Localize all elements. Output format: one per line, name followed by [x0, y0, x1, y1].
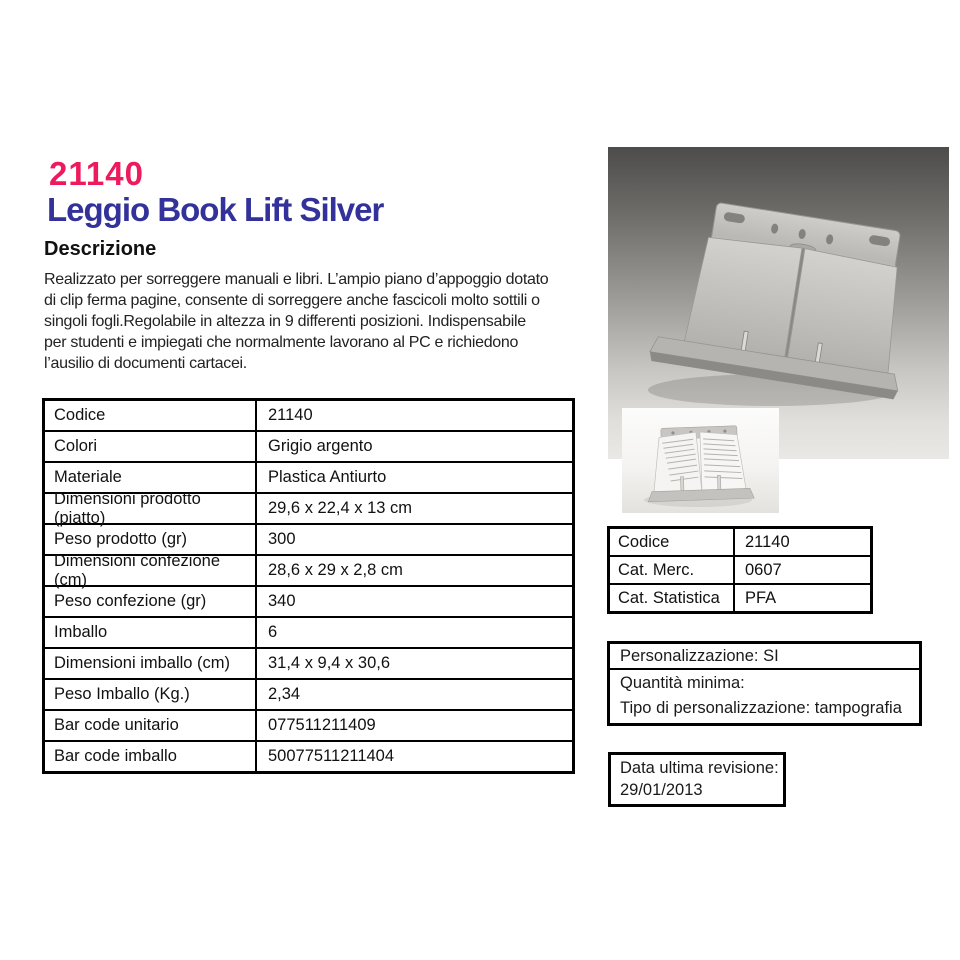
description-line: l’ausilio di documenti cartacei.: [44, 355, 247, 372]
description-line: per studenti e impiegati che normalmente lavorano al PC e richiedono: [44, 334, 519, 351]
personalization-box: [607, 641, 922, 726]
spec-value: 300: [268, 530, 296, 548]
category-value: PFA: [745, 588, 777, 607]
table-row: [45, 678, 572, 709]
table-row: [45, 430, 572, 461]
table-row: [45, 523, 572, 554]
book-stand-with-book-illustration: [622, 408, 779, 513]
spec-label: Materiale: [45, 463, 257, 492]
table-row: [45, 585, 572, 616]
table-row: [45, 709, 572, 740]
category-label: Codice: [610, 529, 735, 555]
personalization-type: Tipo di personalizzazione: tampografia: [620, 699, 902, 717]
category-table: [607, 526, 873, 614]
table-row: [45, 401, 572, 430]
description-line: Realizzato per sorreggere manuali e libri. L’ampio piano d’appoggio dotato: [44, 271, 549, 288]
spec-value: Plastica Antiurto: [268, 468, 387, 486]
product-photo-small: [622, 408, 779, 513]
spec-value: 2,34: [268, 685, 301, 703]
personalization-flag: Personalizzazione: SI: [610, 644, 919, 670]
table-row: [45, 551, 572, 589]
category-value: 0607: [745, 560, 782, 579]
table-row: [45, 647, 572, 678]
spec-value: 28,6 x 29 x 2,8 cm: [268, 561, 403, 579]
product-name-title: Leggio Book Lift Silver: [47, 191, 384, 228]
table-row: [45, 461, 572, 492]
table-row: [45, 489, 572, 527]
table-row: [45, 740, 572, 771]
spec-value: 6: [268, 623, 278, 641]
spec-label: Bar code unitario: [45, 711, 257, 740]
category-label: Cat. Merc.: [610, 557, 735, 583]
description-line: di clip ferma pagine, consente di sorreggere anche fascicoli molto sottili o: [44, 292, 540, 309]
description-heading: Descrizione: [44, 238, 157, 260]
spec-label: Codice: [45, 401, 257, 430]
revision-date: 29/01/2013: [620, 780, 703, 799]
spec-label: Dimensioni prodotto (piatto): [45, 494, 257, 523]
description-line: singoli fogli.Regolabile in altezza in 9 differenti posizioni. Indispensabile: [44, 313, 526, 330]
minimum-quantity: Quantità minima:: [620, 674, 745, 692]
table-row: [610, 555, 870, 583]
product-code-title: 21140: [49, 155, 144, 192]
table-row: [45, 616, 572, 647]
category-label: Cat. Statistica: [610, 585, 735, 611]
spec-label: Bar code imballo: [45, 742, 257, 771]
spec-value: 340: [268, 592, 296, 610]
revision-box: [608, 752, 786, 807]
revision-label: Data ultima revisione:: [620, 758, 779, 777]
spec-label: Peso prodotto (gr): [45, 525, 257, 554]
spec-value: Grigio argento: [268, 437, 373, 455]
spec-label: Dimensioni confezione (cm): [45, 556, 257, 585]
category-value: 21140: [745, 532, 790, 551]
spec-label: Colori: [45, 432, 257, 461]
spec-label: Peso Imballo (Kg.): [45, 680, 257, 709]
spec-value: 31,4 x 9,4 x 30,6: [268, 654, 391, 672]
personalization-details: [610, 670, 919, 723]
spec-label: Peso confezione (gr): [45, 587, 257, 616]
spec-label: Dimensioni imballo (cm): [45, 649, 257, 678]
table-row: [610, 583, 870, 611]
spec-value: 077511211409: [268, 716, 376, 734]
spec-table: [42, 398, 575, 774]
spec-value: 21140: [268, 406, 313, 424]
spec-value: 29,6 x 22,4 x 13 cm: [268, 499, 412, 517]
spec-value: 50077511211404: [268, 747, 395, 765]
description-paragraph: [44, 269, 548, 374]
spec-label: Imballo: [45, 618, 257, 647]
table-row: [610, 529, 870, 555]
